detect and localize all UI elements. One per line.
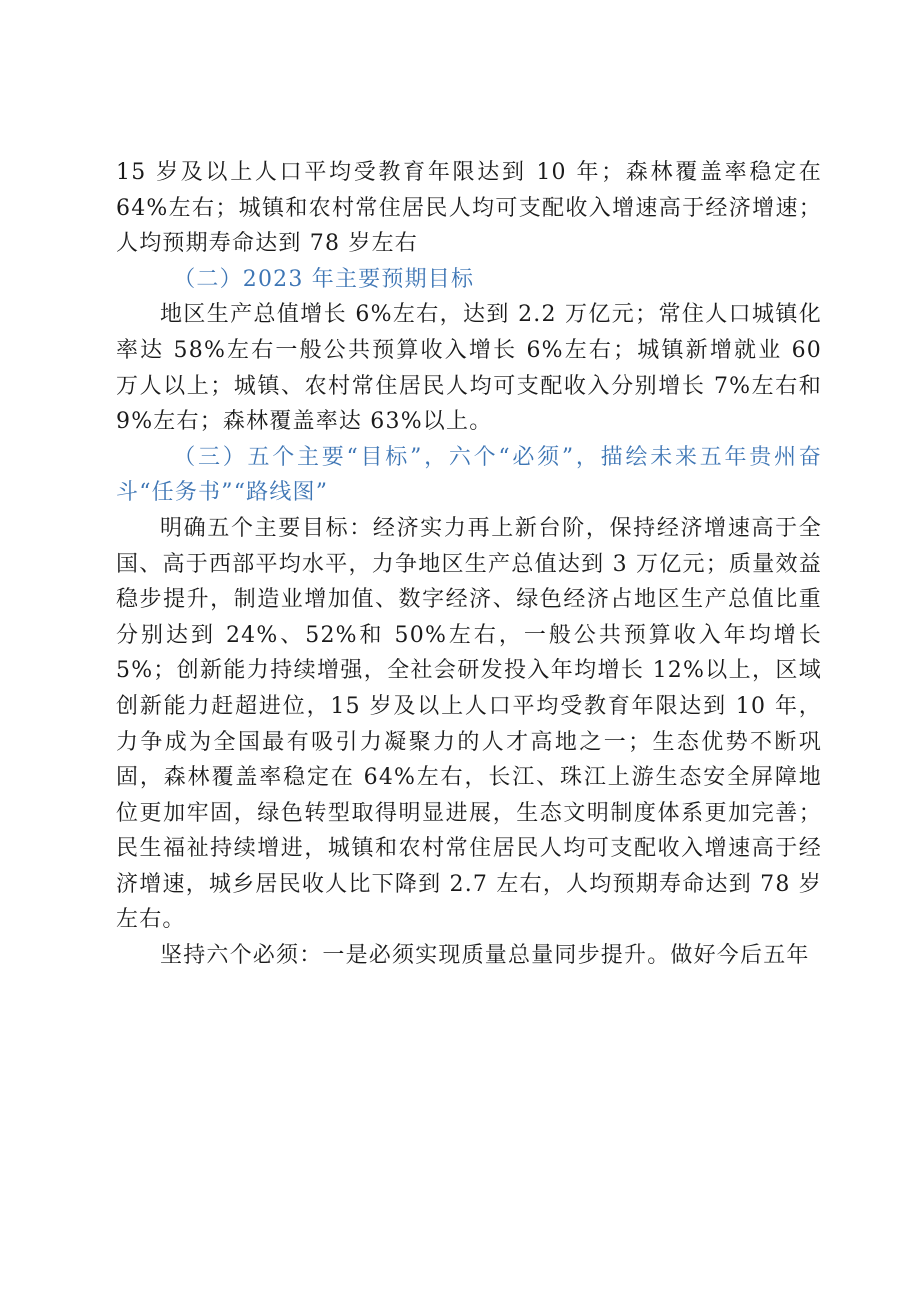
paragraph-education-forest-income: 15 岁及以上人口平均受教育年限达到 10 年；森林覆盖率稳定在 64%左右；城镇和农村常住居民人均可支配收入增速高于经济增速；人均预期寿命达到 78 岁左右 — [116, 160, 822, 257]
section-heading-2023-targets: （二）2023 年主要预期目标 — [173, 266, 475, 292]
paragraph-six-musts: 坚持六个必须：一是必须实现质量总量同步提升。做好今后五年 — [160, 943, 810, 969]
section-heading-five-goals-six-musts: （三）五个主要“目标”，六个“必须”，描绘未来五年贵州奋斗“任务书”“路线图” — [116, 444, 822, 506]
paragraph-five-main-goals: 明确五个主要目标：经济实力再上新台阶，保持经济增速高于全国、高于西部平均水平，力争地区生产总值达到 3 万亿元；质量效益稳步提升，制造业增加值、数字经济、绿色经济占地区生产总值比重分别达到 24%、52%和 50%左右，一般公共预算收入年均增长 5%；创新能力持续增强，全社会研发投入年均增长 12%以上，区域创新能力赶超进位，15 岁及以上人口平均受教育年限达到 10 年，力争成为全国最有吸引力凝聚力的人才高地之一；生态优势不断巩固，森林覆盖率稳定在 64%左右，长江、珠江上游生态安全屏障地位更加牢固，绿色转型取得明显进展，生态文明制度体系更加完善；民生福祉持续增进，城镇和农村常住居民人均可支配收入增速高于经济增速，城乡居民收人比下降到 2.7 左右，人均预期寿命达到 78 岁左右。 — [116, 515, 822, 933]
paragraph-2023-targets: 地区生产总值增长 6%左右，达到 2.2 万亿元；常住人口城镇化率达 58%左右一般公共预算收入增长 6%左右；城镇新增就业 60 万人以上；城镇、农村常住居民人均可支配收入分别增长 7%左右和 9%左右；森林覆盖率达 63%以上。 — [116, 302, 822, 435]
document-body — [116, 155, 822, 974]
